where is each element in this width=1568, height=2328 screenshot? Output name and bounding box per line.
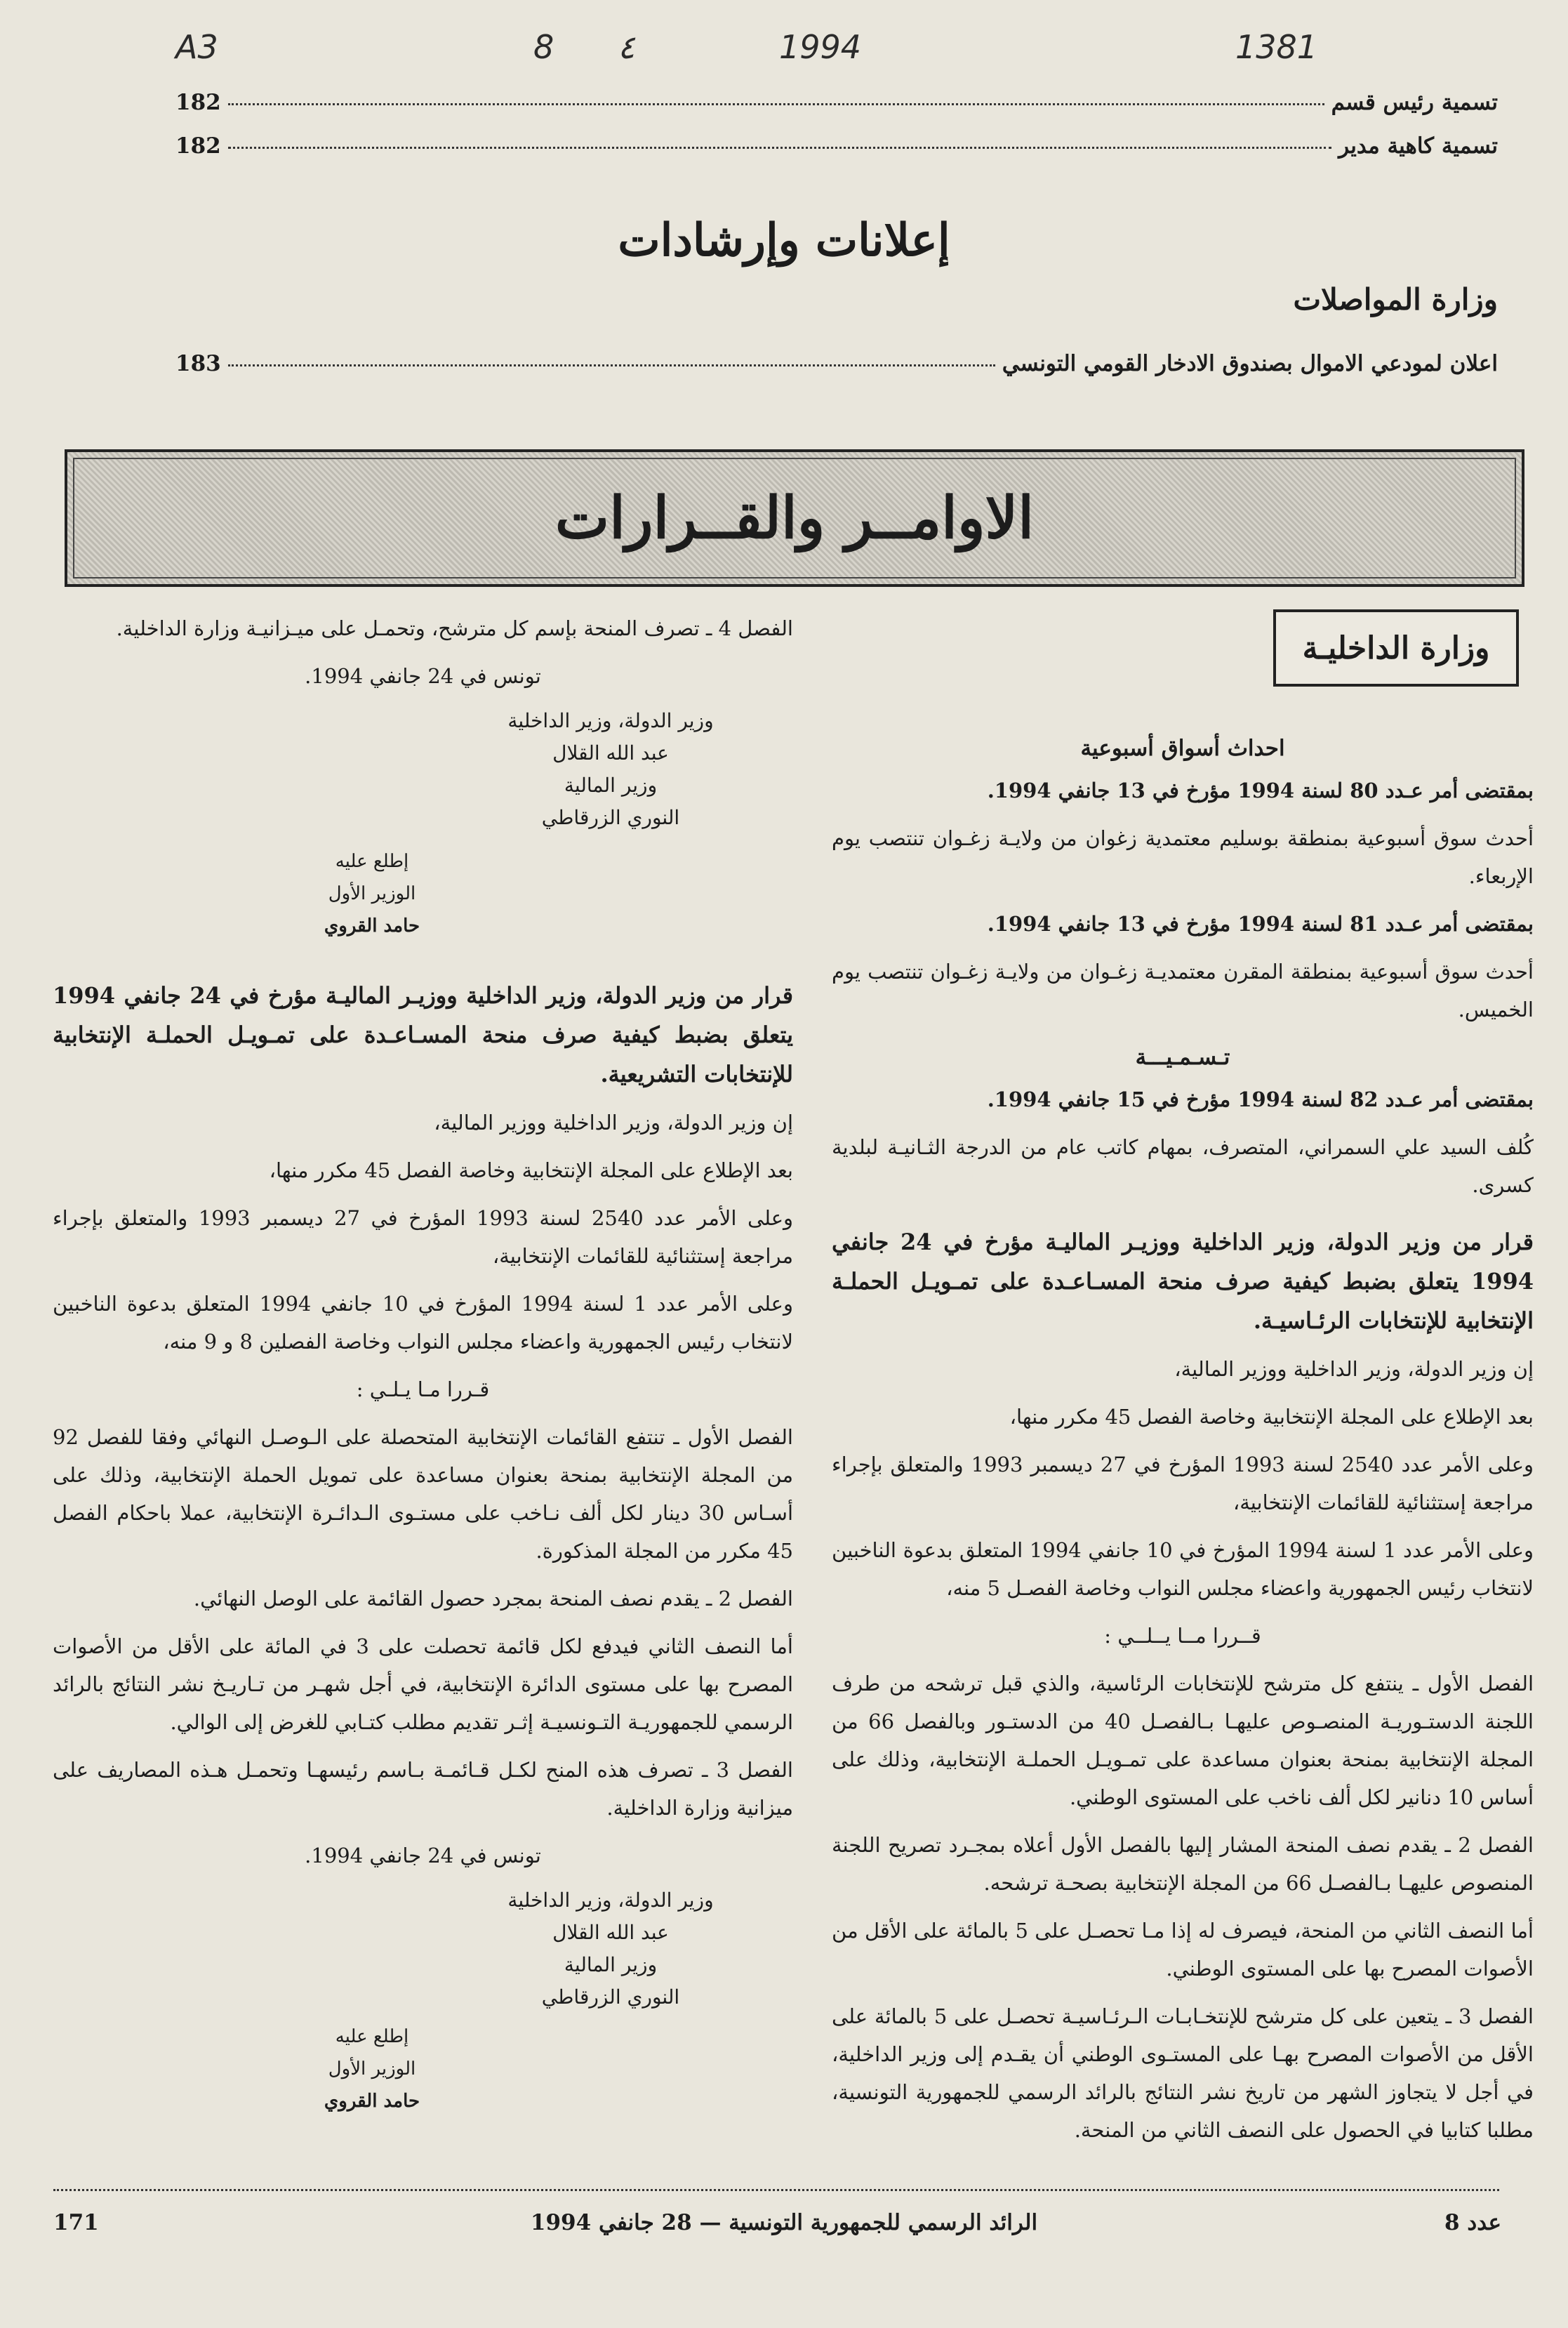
decree-title: بمقتضى أمر عـدد 81 لسنة 1994 مؤرخ في 13 جانفي 1994. <box>987 912 1534 936</box>
paragraph: بعد الإطلاع على المجلة الإنتخابية وخاصة الفصل 45 مكرر منها، <box>1009 1405 1534 1429</box>
article: أما النصف الثاني فيدفع لكل قائمة تحصلت على 3 في المائة على الأقل من الأصوات المصرح بها على مستوى الدائرة الإنتخابية، في أجل شهـر من تـاريـخ نشر النتائج بالرائد الرسمي للجمهوريـة التـونسيـة إثـر تقديم مطلب كتـابي للغرض إلى الوالي. <box>53 1634 793 1734</box>
signature-role: وزير الدولة، وزير الداخلية <box>507 1889 714 1912</box>
decree-title: بمقتضى أمر عـدد 82 لسنة 1994 مؤرخ في 15 جانفي 1994. <box>987 1087 1534 1111</box>
article: الفصل 3 ـ تصرف هذه المنح لكـل قـائمـة بـاسم رئيسهـا وتحمـل هـذه المصاريف على ميزانية وزارة الداخلية. <box>53 1758 793 1820</box>
date-line: تونس في 24 جانفي 1994. <box>305 664 541 688</box>
section-banner <box>65 449 1524 587</box>
decree-text: أحدث سوق أسبوعية بمنطقة بوسليم معتمدية زغوان من ولايـة زغـوان تنتصب يوم الإربعاء. <box>832 826 1534 888</box>
subheading-appointment: تـسـمـيـــة <box>1135 1045 1230 1070</box>
order-title: قرار من وزير الدولة، وزير الداخلية ووزيـر الماليـة مؤرخ في 24 جانفي 1994 يتعلق بضبط كيفية صرف منحة المسـاعـدة على تمـويـل الحملـة الإنتخابية للإنتخابات الرئـاسيـة. <box>832 1229 1534 1334</box>
left-column <box>53 609 793 2117</box>
handwritten-reference: 1381 <box>1235 28 1318 66</box>
handwritten-number: ٤ <box>618 28 635 66</box>
paragraph: وعلى الأمر عدد 2540 لسنة 1993 المؤرخ في 27 ديسمبر 1993 والمتعلق بإجراء مراجعة إستثنائية للقائمات الإنتخابية، <box>53 1206 794 1268</box>
paragraph: وعلى الأمر عدد 1 لسنة 1994 المؤرخ في 10 جانفي 1994 المتعلق بدعوة الناخبين لانتخاب رئيس الجمهورية واعضاء مجلس النواب وخاصة الفصـل 5 منه، <box>832 1538 1534 1600</box>
ministry-transport: وزارة المواصلات <box>1293 282 1498 317</box>
article: الفصل الأول ـ ينتفع كل مترشح للإنتخابات الرئاسية، والذي قبل ترشحه من طرف اللجنة الدستـوريـة المنصـوص عليهـا بـالفصـل 40 من الدستـور وبالفصل 66 من المجلة الإنتخابية بمنحة بعنوان مساعدة على تمـويـل الحملـة الإنتخابية، وذلك على أساس 10 دنانير لكل ألف ناخب على المستوى الوطني. <box>832 1672 1534 1809</box>
endorsement-name: حامد القروي <box>324 915 420 937</box>
signature-name: عبد الله القلال <box>552 741 669 765</box>
toc-entry <box>175 351 1498 376</box>
signature-block <box>428 705 793 834</box>
toc-entry-label: تسمية كاهية مدير <box>1338 133 1498 159</box>
endorsement-label: إطلع عليه <box>335 2026 409 2047</box>
decree-text: كُلف السيد علي السمراني، المتصرف، بمهام كاتب عام من الدرجة الثـانيـة لبلدية كسرى. <box>832 1135 1534 1197</box>
article: الفصل 2 ـ يقدم نصف المنحة بمجرد حصول القائمة على الوصل النهائي. <box>193 1587 793 1611</box>
toc-entry-label: اعلان لمودعي الاموال بصندوق الادخار القومي التونسي <box>1002 351 1498 376</box>
paragraph-decided: قـررا مـا يـلـي : <box>356 1377 490 1401</box>
signature-role: وزير المالية <box>564 774 658 797</box>
endorsement-name: حامد القروي <box>324 2091 420 2112</box>
article: الفصل 3 ـ يتعين على كل مترشح للإنتخـابـات الـرئـاسيـة تحصـل على 5 بالمائة على الأقل من الأصوات المصرح بهـا على المستـوى الوطني أن يقـدم إلى وزير الداخلية، في أجل لا يتجاوز الشهر من تاريخ نشر النتائج بالرائد الرسمي للجمهورية التونسية، مطلبا كتابيا في الحصول على النصف الثاني من المنحة. <box>832 2004 1534 2142</box>
footer-gazette-title: الرائد الرسمي للجمهورية التونسية — 28 جانفي 1994 <box>530 2210 1038 2235</box>
date-line: تونس في 24 جانفي 1994. <box>305 1844 541 1867</box>
toc-entry-page: 182 <box>175 90 221 115</box>
order-title: قرار من وزير الدولة، وزير الداخلية ووزيـر الماليـة مؤرخ في 24 جانفي 1994 يتعلق بضبط كيفية صرف منحة المسـاعـدة على تمـويـل الحملـة الإنتخابية للإنتخابات التشريعية. <box>53 982 794 1087</box>
article: أما النصف الثاني من المنحة، فيصرف له إذا مـا تحصـل على 5 بالمائة على الأقل من الأصوات المصرح بها على المستوى الوطني. <box>832 1919 1534 1980</box>
footer-page-number: 171 <box>53 2210 99 2235</box>
paragraph: بعد الإطلاع على المجلة الإنتخابية وخاصة الفصل 45 مكرر منها، <box>269 1158 793 1182</box>
handwritten-year: 1994 <box>779 28 862 66</box>
endorsement-role: الوزير الأول <box>328 2058 416 2079</box>
signature-role: وزير المالية <box>564 1953 658 1976</box>
announcements-heading: إعلانات وإرشادات <box>618 214 950 267</box>
handwritten-note-a3: A3 <box>175 28 218 66</box>
toc-leader-dots <box>228 102 1324 105</box>
banner-title: الاوامــر والقــرارات <box>554 484 1035 552</box>
footer-issue-number: عدد 8 <box>1444 2210 1501 2235</box>
toc-entry-page: 183 <box>175 351 221 376</box>
section-banner-frame <box>73 458 1516 578</box>
paragraph: وعلى الأمر عدد 1 لسنة 1994 المؤرخ في 10 جانفي 1994 المتعلق بدعوة الناخبين لانتخاب رئيس الجمهورية واعضاء مجلس النواب وخاصة الفصلين 8 و 9 منه، <box>53 1292 793 1354</box>
paragraph: إن وزير الدولة، وزير الداخلية ووزير المالية، <box>1174 1357 1534 1381</box>
subheading-weekly-markets: احداث أسواق أسبوعية <box>1080 736 1285 761</box>
endorsement-block <box>0 2021 793 2117</box>
toc-entry <box>175 133 1498 159</box>
toc-leader-dots <box>228 364 995 366</box>
signature-name: النوري الزرقاطي <box>541 806 680 829</box>
decree-text: أحدث سوق أسبوعية بمنطقة المقرن معتمديـة زغـوان من ولايـة زغـوان تنتصب يوم الخميس. <box>832 960 1534 1021</box>
toc-entry-page: 182 <box>175 133 221 159</box>
ministry-interior-box: وزارة الداخليـة <box>1273 609 1519 687</box>
right-column <box>832 720 1534 2159</box>
signature-name: عبد الله القلال <box>552 1921 669 1944</box>
endorsement-role: الوزير الأول <box>328 883 416 904</box>
handwritten-number: 8 <box>533 28 554 66</box>
decree-title: بمقتضى أمر عـدد 80 لسنة 1994 مؤرخ في 13 جانفي 1994. <box>987 779 1534 802</box>
signature-block <box>428 1884 793 2013</box>
paragraph: وعلى الأمر عدد 2540 لسنة 1993 المؤرخ في 27 ديسمبر 1993 والمتعلق بإجراء مراجعة إستثنائية للقائمات الإنتخابية، <box>832 1453 1534 1514</box>
toc-leader-dots <box>228 146 1331 149</box>
article: الفصل الأول ـ تنتفع القائمات الإنتخابية المتحصلة على الـوصـل النهائي وفقا للفصل 92 من المجلة الإنتخابية بمنحة بعنوان مساعدة على تمويل الحملة الإنتخابية، وذلك على أسـاس 30 دينار لكل ألف نـاخب على مستـوى الـدائـرة الإنتخابية، عملا باحكام الفصل 45 مكرر من المجلة المذكورة. <box>53 1425 793 1563</box>
paragraph-decided: قــررا مــا يــلــي : <box>1104 1624 1261 1648</box>
signature-role: وزير الدولة، وزير الداخلية <box>507 709 714 732</box>
article: الفصل 4 ـ تصرف المنحة بإسم كل مترشح، وتحمـل على ميـزانيـة وزارة الداخلية. <box>116 616 793 640</box>
endorsement-label: إطلع عليه <box>335 851 409 872</box>
toc-entry-label: تسمية رئيس قسم <box>1331 90 1498 115</box>
article: الفصل 2 ـ يقدم نصف المنحة المشار إليها بالفصل الأول أعلاه بمجـرد تصريح اللجنة المنصوص عليهـا بـالفصـل 66 من المجلة الإنتخابية بصحـة ترشحه. <box>832 1833 1534 1895</box>
endorsement-block <box>0 845 793 942</box>
paragraph: إن وزير الدولة، وزير الداخلية ووزير المالية، <box>434 1111 793 1135</box>
signature-name: النوري الزرقاطي <box>541 1985 680 2009</box>
toc-entry <box>175 90 1498 115</box>
footer-divider <box>53 2189 1499 2191</box>
